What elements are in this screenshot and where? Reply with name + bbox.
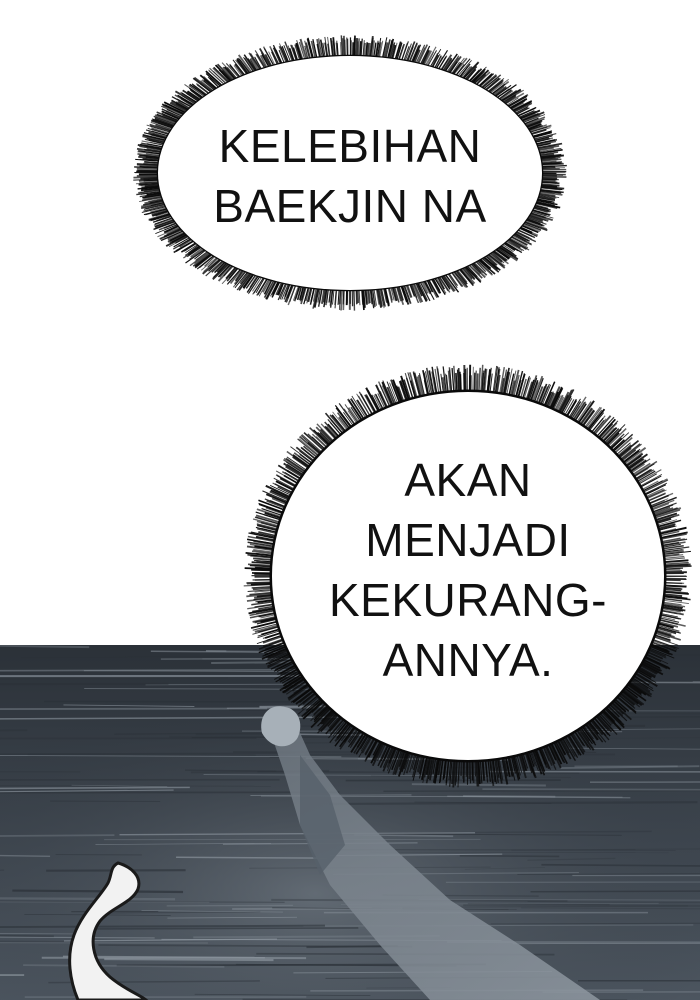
bubble-bottom-line-2: MENJADI [365, 514, 571, 566]
bubble-bottom-line-4: ANNYA. [382, 634, 554, 686]
speech-bubble-top [120, 20, 580, 326]
bubble-top-line-2: BAEKJIN NA [213, 180, 487, 232]
bubble-bottom-line-3: KEKURANG- [329, 574, 607, 626]
bubble-top-text [120, 116, 580, 236]
bubble-top-line-1: KELEBIHAN [218, 120, 482, 172]
speech-bubble-bottom [236, 352, 700, 800]
bubble-bottom-line-1: AKAN [404, 454, 532, 506]
bubble-bottom-text [236, 450, 700, 690]
